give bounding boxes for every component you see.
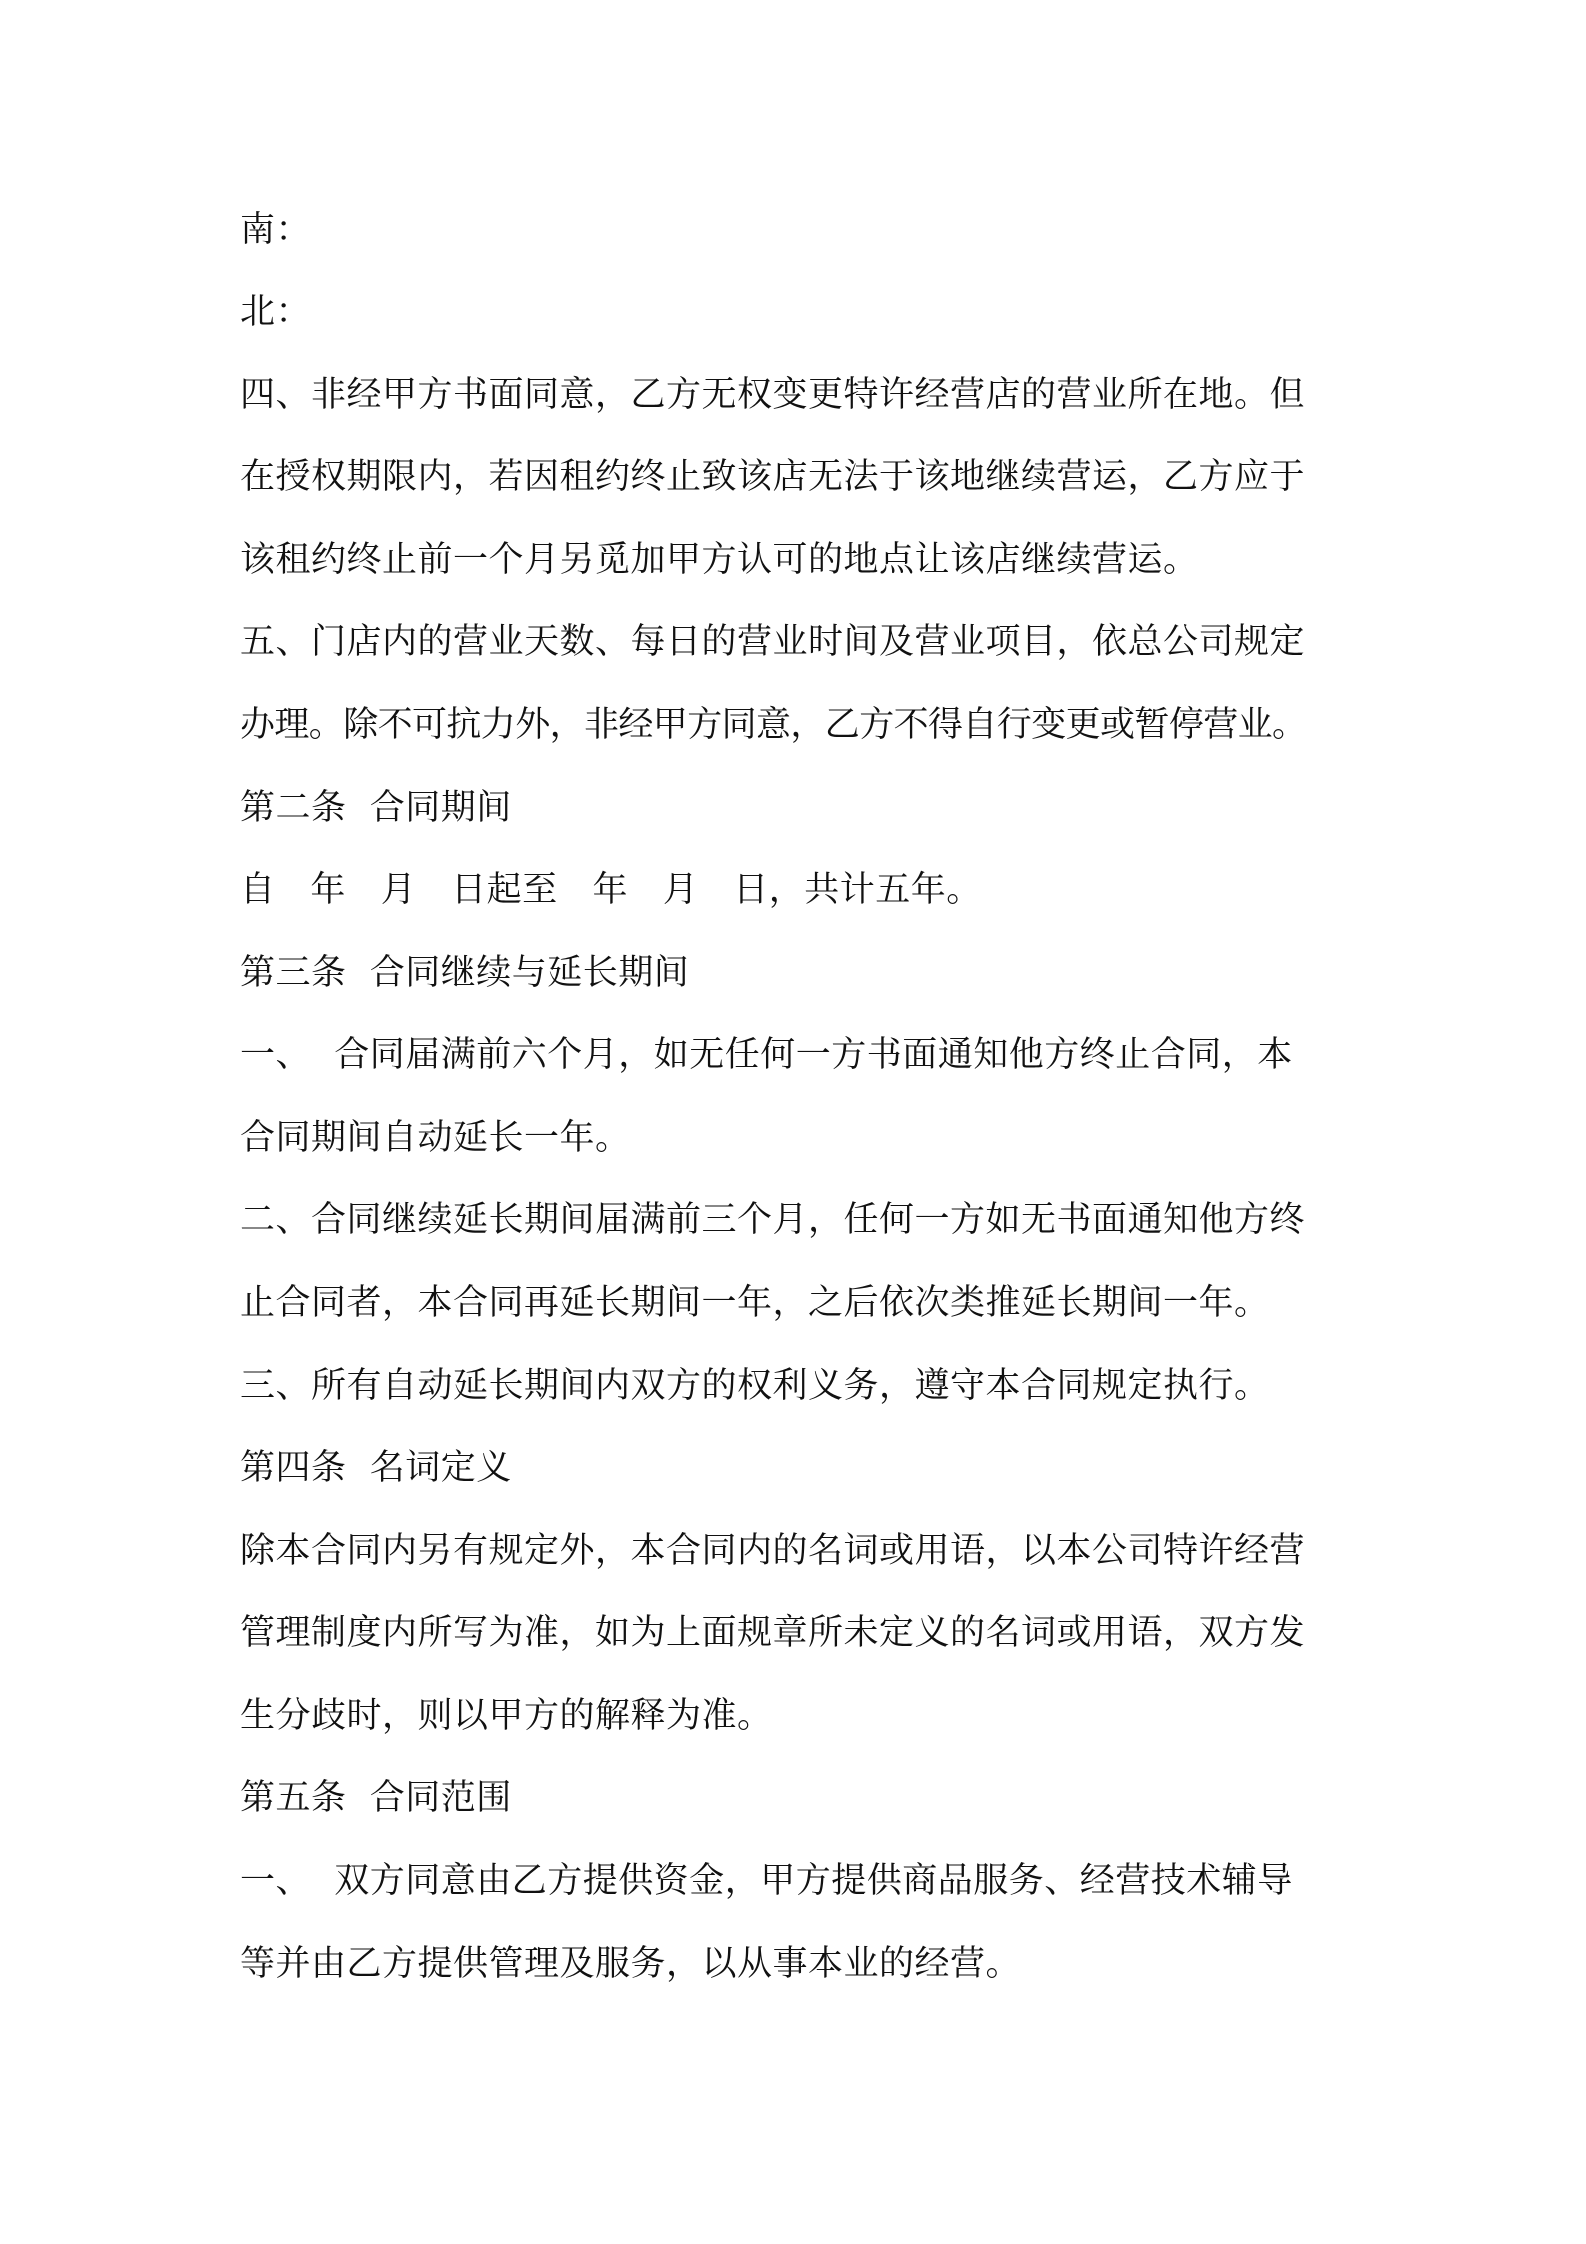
article-three-item-one-line-2: 合同期间自动延长一年。 xyxy=(240,1118,631,1158)
article-five-heading: 第五条 合同范围 xyxy=(240,1778,512,1818)
article-five-item-one-line-1: 一、 双方同意由乙方提供资金，甲方提供商品服务、经营技术辅导 xyxy=(240,1861,1293,1901)
text-line-north: 北： xyxy=(240,292,312,332)
article-three-item-two-line-1: 二、合同继续延长期间届满前三个月，任何一方如无书面通知他方终 xyxy=(240,1200,1306,1240)
article-three-item-three: 三、所有自动延长期间内双方的权利义务，遵守本合同规定执行。 xyxy=(240,1366,1270,1406)
article-four-heading: 第四条 名词定义 xyxy=(240,1448,512,1488)
article-three-heading: 第三条 合同继续与延长期间 xyxy=(240,953,690,993)
clause-four-line-3: 该租约终止前一个月另觅加甲方认可的地点让该店继续营运。 xyxy=(240,540,1199,580)
article-four-line-2: 管理制度内所写为准，如为上面规章所未定义的名词或用语，双方发 xyxy=(240,1613,1306,1653)
clause-four-line-1: 四、非经甲方书面同意，乙方无权变更特许经营店的营业所在地。但 xyxy=(240,375,1306,415)
article-three-item-one-line-1: 一、 合同届满前六个月，如无任何一方书面通知他方终止合同，本 xyxy=(240,1035,1293,1075)
article-four-line-3: 生分歧时，则以甲方的解释为准。 xyxy=(240,1696,773,1736)
clause-four-line-2: 在授权期限内，若因租约终止致该店无法于该地继续营运，乙方应于 xyxy=(240,457,1306,497)
article-four-line-1: 除本合同内另有规定外，本合同内的名词或用语，以本公司特许经营 xyxy=(240,1531,1306,1571)
article-two-term-line: 自 年 月 日起至 年 月 日，共计五年。 xyxy=(240,870,982,910)
text-line-south: 南： xyxy=(240,210,312,250)
clause-five-line-2: 办理。除不可抗力外，非经甲方同意，乙方不得自行变更或暂停营业。 xyxy=(240,705,1307,745)
article-three-item-two-line-2: 止合同者，本合同再延长期间一年，之后依次类推延长期间一年。 xyxy=(240,1283,1270,1323)
clause-five-line-1: 五、门店内的营业天数、每日的营业时间及营业项目，依总公司规定 xyxy=(240,622,1306,662)
article-five-item-one-line-2: 等并由乙方提供管理及服务，以从事本业的经营。 xyxy=(240,1944,1022,1984)
article-two-heading: 第二条 合同期间 xyxy=(240,788,512,828)
